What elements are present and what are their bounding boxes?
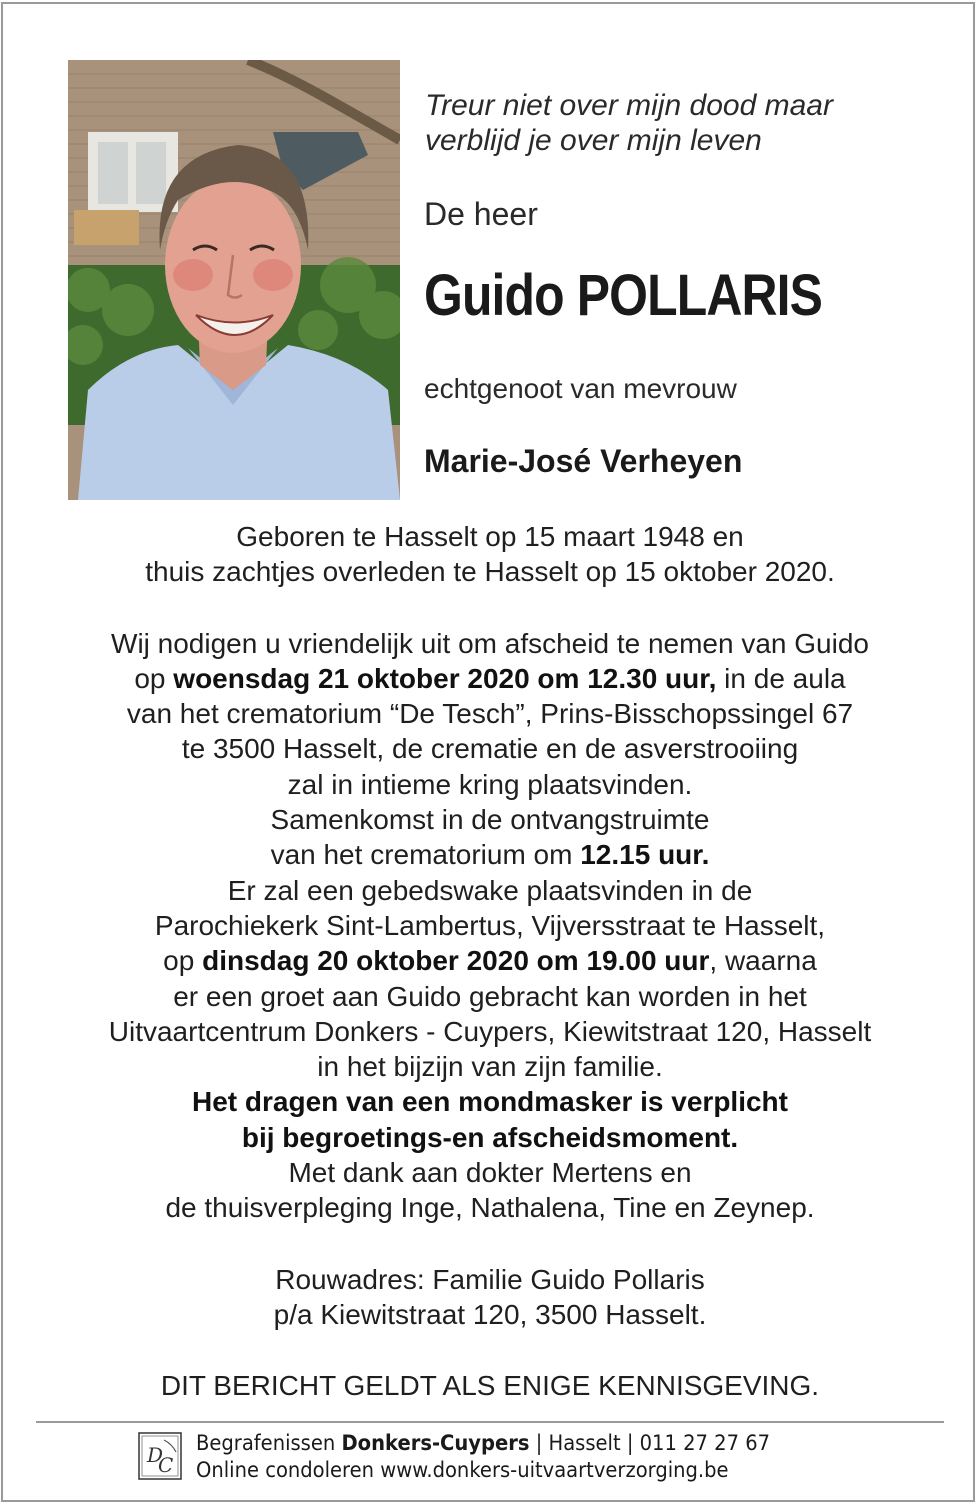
mourning-address: p/a Kiewitstraat 120, 3500 Hasselt. <box>273 1298 707 1330</box>
invitation-line: Samenkomst in de ontvangstruimte <box>270 804 710 836</box>
portrait-photo <box>68 60 400 500</box>
birth-line: Geboren te Hasselt op 15 maart 1948 en <box>236 521 744 552</box>
footer-company-line: Begrafenissen Donkers-Cuypers | Hasselt | 011 27 27 67 <box>196 1431 771 1455</box>
quote-line: verblijd je over mijn leven <box>425 124 762 157</box>
obituary-body <box>0 519 980 1404</box>
invitation-line: te 3500 Hasselt, de crematie en de asverstrooiing <box>181 733 799 765</box>
invitation-line: van het crematorium om 12.15 uur. <box>270 839 710 871</box>
relation-text: echtgenoot van mevrouw <box>424 373 737 404</box>
funeral-home-logo-icon <box>138 1432 182 1480</box>
invitation-line: Wij nodigen u vriendelijk uit om afscheid te nemen van Guido <box>111 627 869 659</box>
thanks-line: de thuisverpleging Inge, Nathalena, Tine en Zeynep. <box>165 1192 815 1224</box>
invitation-line: Parochiekerk Sint-Lambertus, Vijversstraat te Hasselt, <box>154 909 826 941</box>
notice-line: DIT BERICHT GELDT ALS ENIGE KENNISGEVING. <box>160 1370 820 1402</box>
deceased-name: Guido POLLARIS <box>424 263 823 328</box>
mask-notice: bij begroetings-en afscheidsmoment. <box>241 1121 739 1153</box>
svg-text:D: D <box>147 1443 164 1467</box>
salutation: De heer <box>424 196 538 232</box>
footer <box>196 1430 770 1484</box>
mourning-address: Rouwadres: Familie Guido Pollaris <box>275 1263 705 1295</box>
vigil-date: dinsdag 20 oktober 2020 om 19.00 uur <box>202 945 710 977</box>
company-name: Donkers-Cuypers <box>341 1431 530 1455</box>
invitation-line: van het crematorium “De Tesch”, Prins-Bisschopssingel 67 <box>126 698 854 730</box>
invitation-line: op woensdag 21 oktober 2020 om 12.30 uur, in de aula <box>134 662 846 694</box>
invitation-line: op dinsdag 20 oktober 2020 om 19.00 uur, waarna <box>163 945 817 977</box>
mask-notice: Het dragen van een mondmasker is verplicht <box>192 1086 788 1118</box>
svg-text:C: C <box>158 1453 174 1477</box>
ceremony-date: woensdag 21 oktober 2020 om 12.30 uur, <box>173 662 717 694</box>
invitation-line: er een groet aan Guido gebracht kan worden in het <box>173 980 807 1012</box>
memorial-quote <box>425 88 945 158</box>
invitation-line: Uitvaartcentrum Donkers - Cuypers, Kiewitstraat 120, Hasselt <box>108 1015 872 1047</box>
footer-divider <box>36 1421 944 1423</box>
gathering-time: 12.15 uur. <box>580 839 710 871</box>
invitation-line: Er zal een gebedswake plaatsvinden in de <box>227 874 753 906</box>
death-line: thuis zachtjes overleden te Hasselt op 15 oktober 2020. <box>145 556 835 588</box>
spouse-name: Marie-José Verheyen <box>424 443 743 479</box>
invitation-line: zal in intieme kring plaatsvinden. <box>287 768 693 800</box>
footer-website-line[interactable]: Online condoleren www.donkers-uitvaartverzorging.be <box>196 1458 729 1482</box>
thanks-line: Met dank aan dokter Mertens en <box>288 1157 692 1189</box>
quote-line: Treur niet over mijn dood maar <box>425 89 833 122</box>
invitation-line: in het bijzijn van zijn familie. <box>317 1051 663 1083</box>
